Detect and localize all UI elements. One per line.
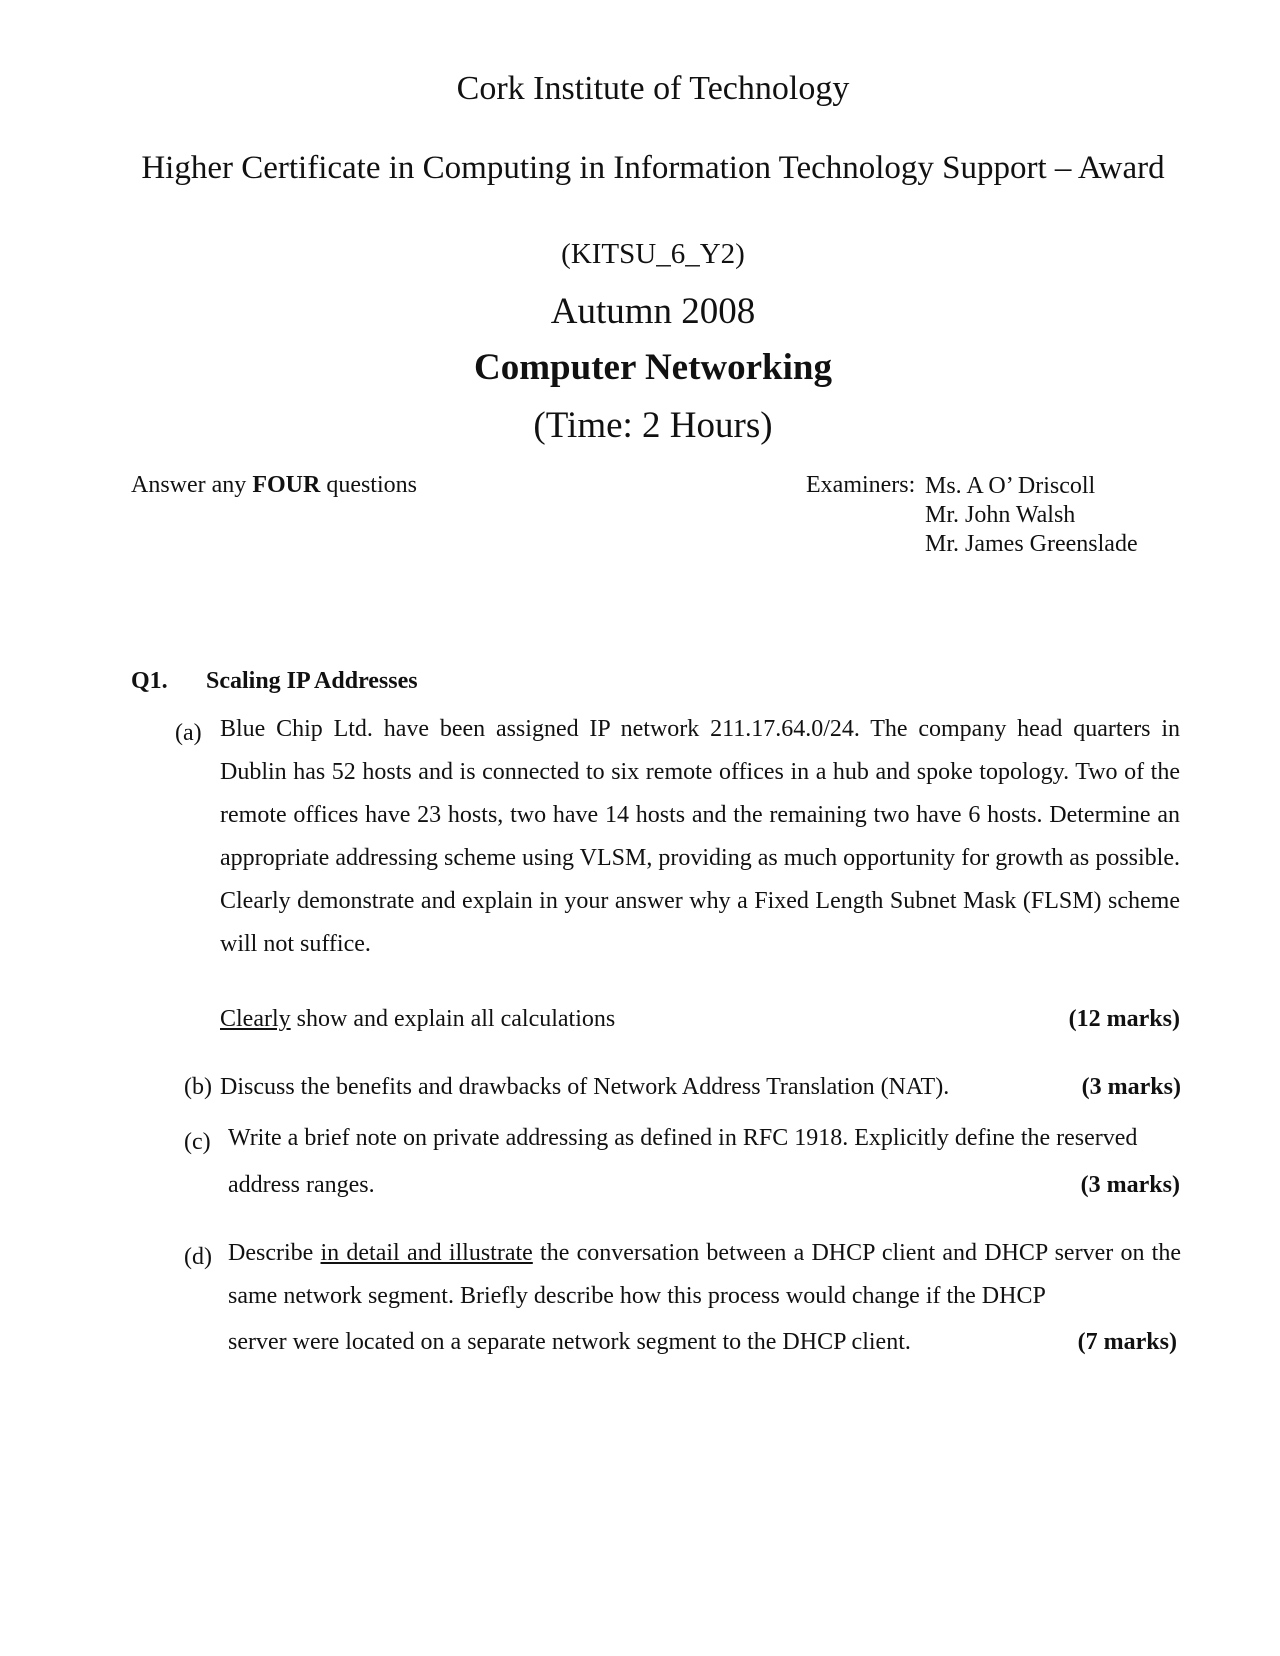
programme-title: Higher Certificate in Computing in Information Technology Support – Award bbox=[141, 150, 1165, 186]
exam-term: Autumn 2008 bbox=[550, 291, 756, 332]
part-a-text: Blue Chip Ltd. have been assigned IP network 211.17.64.0/24. The company head quarters in Dublin has 52 hosts and is connected to six remote offices in a hub and spoke topology. Two of the remote offices have 23 hosts, two have 14 hosts and the remaining two have 6 hosts. Determine an appropriate addressing scheme using VLSM, providing as much opportunity for growth as possible. Clearly demonstrate and explain in your answer why a Fixed Length Subnet Mask (FLSM) scheme will not suffice. bbox=[220, 716, 1180, 957]
part-d-text-rest: the conversation between a DHCP client and DHCP server on the same network segment. Briefly describe how this process would change if the DHCP bbox=[228, 1240, 1181, 1309]
part-a-note bbox=[220, 1006, 615, 1033]
part-b-marks: (3 marks) bbox=[1081, 1074, 1181, 1100]
part-d-label: (d) bbox=[184, 1244, 212, 1270]
answer-instruction bbox=[131, 472, 417, 499]
question-number: Q1. bbox=[131, 668, 168, 694]
institution-name: Cork Institute of Technology bbox=[456, 70, 850, 107]
examiners-label: Examiners: bbox=[806, 472, 916, 498]
part-c-label: (c) bbox=[184, 1129, 211, 1155]
part-c-marks: (3 marks) bbox=[1080, 1172, 1180, 1198]
part-a-note-emphasis: Clearly bbox=[220, 1006, 291, 1032]
examiner-name: Ms. A O’ Driscoll bbox=[925, 473, 1096, 499]
part-a-note-text: show and explain all calculations bbox=[290, 1006, 616, 1032]
exam-duration: (Time: 2 Hours) bbox=[533, 405, 773, 446]
answer-prefix: Answer any bbox=[131, 472, 253, 498]
part-d-text-start: Describe bbox=[228, 1240, 321, 1266]
part-b-label: (b) bbox=[184, 1074, 212, 1100]
part-d-text bbox=[228, 1232, 1181, 1318]
part-d-last-line: server were located on a separate network segment to the DHCP client. bbox=[228, 1329, 911, 1355]
part-d-marks: (7 marks) bbox=[1077, 1329, 1177, 1355]
answer-count: FOUR bbox=[252, 472, 321, 498]
part-d-emphasis: in detail and illustrate bbox=[320, 1240, 533, 1266]
part-c-line1: Write a brief note on private addressing as defined in RFC 1918. Explicitly define the reserved bbox=[228, 1125, 1138, 1151]
part-c-line2: address ranges. bbox=[228, 1172, 375, 1198]
examiner-name: Mr. John Walsh bbox=[925, 502, 1076, 528]
answer-suffix: questions bbox=[320, 472, 417, 498]
part-a-label: (a) bbox=[175, 720, 202, 746]
part-a-marks: (12 marks) bbox=[1068, 1006, 1180, 1032]
subject-title: Computer Networking bbox=[474, 347, 832, 388]
question-title: Scaling IP Addresses bbox=[206, 668, 418, 694]
course-code: (KITSU_6_Y2) bbox=[561, 238, 745, 270]
examiners-list bbox=[925, 472, 1138, 559]
examiner-name: Mr. James Greenslade bbox=[925, 531, 1138, 557]
part-b-text: Discuss the benefits and drawbacks of Network Address Translation (NAT). bbox=[220, 1074, 950, 1100]
